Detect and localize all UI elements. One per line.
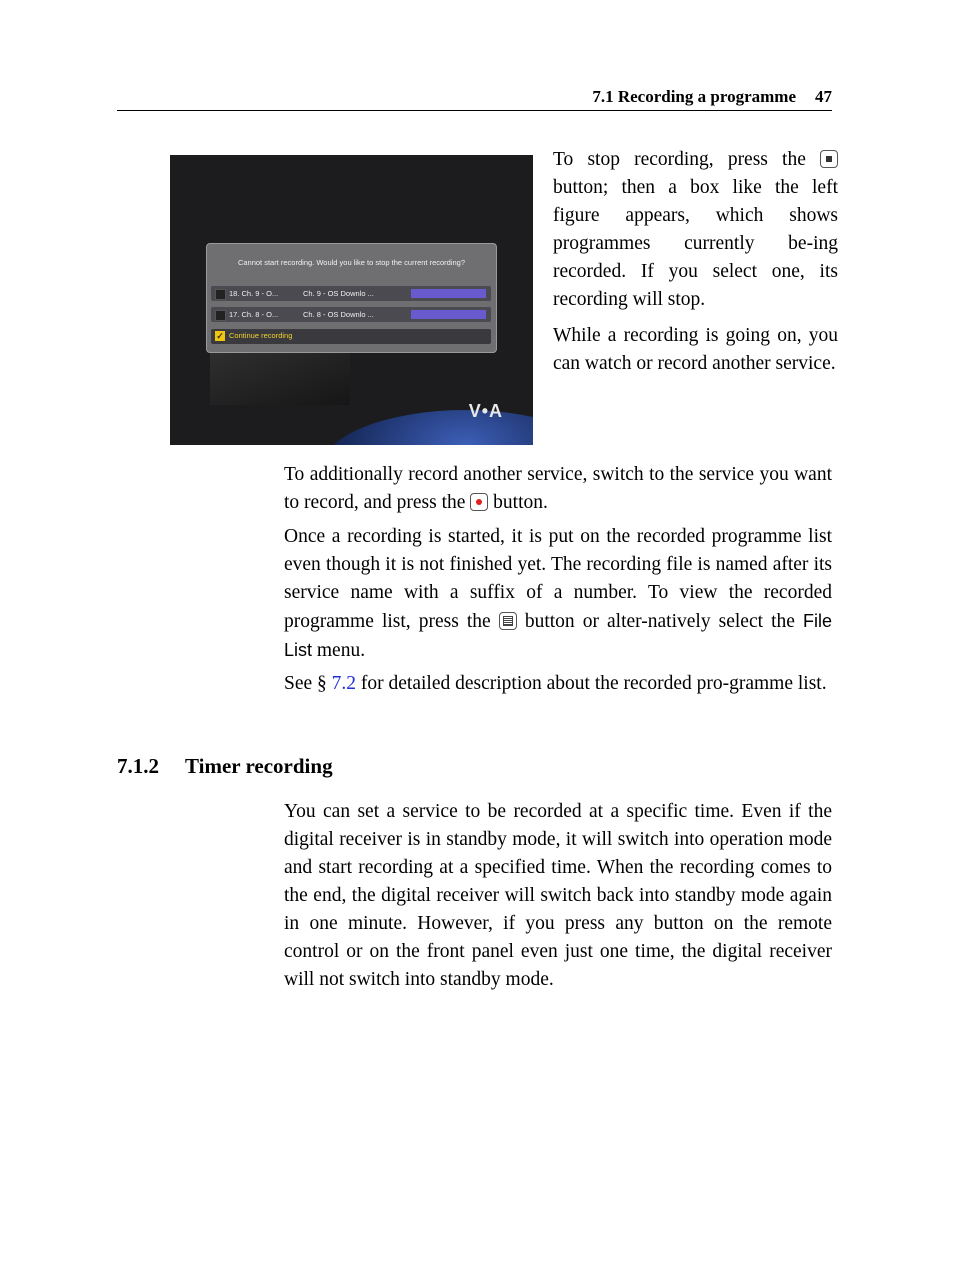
page-number: 47 (815, 87, 832, 106)
text: To additionally record another service, switch to the service you want to record, and press the (284, 464, 832, 513)
section-number: 7.1.2 (117, 754, 159, 778)
section-title: Timer recording (185, 754, 333, 778)
recording-row[interactable] (211, 286, 491, 301)
continue-label: Continue recording (229, 331, 293, 340)
list-button-icon (499, 612, 517, 630)
recording-row[interactable] (211, 307, 491, 322)
program-name: 17. Ch. 8 - O... (229, 310, 279, 319)
record-button-icon (470, 493, 488, 511)
paragraph-timer-recording: You can set a service to be recorded at a specific time. Even if the digital receiver is in standby mode, it will switch into operation mode and start recording at a specified time. When the recording comes to the end, the digital receiver will switch back into standby mode again in one minute. However, if you press any button on the remote control or on the front panel even just one time, the digital receiver will not switch into standby mode. (284, 801, 832, 990)
service-name: Ch. 9 - OS Downlo ... (303, 289, 374, 298)
checkbox-icon[interactable] (215, 310, 226, 321)
program-name: 18. Ch. 9 - O... (229, 289, 279, 298)
stop-button-icon (820, 150, 838, 168)
text: for detailed description about the recorded pro-gramme list. (360, 673, 827, 694)
section-link[interactable]: 7.2 (331, 673, 357, 694)
paragraph-recorded-list (284, 523, 832, 665)
channel-logo: V•A (468, 401, 503, 421)
text: To stop recording, press the (553, 149, 806, 170)
paragraph-while-recording: While a recording is going on, you can watch or record another service. (553, 325, 838, 374)
text: menu. (316, 640, 366, 661)
header-title: 7.1 Recording a programme (592, 87, 796, 106)
recording-screenshot (170, 155, 533, 445)
text: button; then a box like the left figure appears, which shows programmes currently be-ing recorded. If you select one, its recording will stop. (553, 177, 838, 310)
progress-bar (411, 289, 486, 298)
paragraph-see-reference (284, 670, 832, 698)
file-list-menu-name: File List (284, 611, 832, 660)
section-heading (117, 754, 333, 779)
text: See § (284, 673, 327, 694)
checkbox-icon[interactable] (215, 289, 226, 300)
text: Once a recording is started, it is put on the recorded programme list even though it is not finished yet. The recording file is named after its service name with a suffix of a number. To view the recorded programme list, press the (284, 526, 832, 632)
running-header (117, 86, 832, 111)
stop-recording-dialog (206, 243, 497, 353)
checked-checkbox-icon[interactable]: ✓ (216, 331, 224, 341)
text: button or alter-natively select the (524, 611, 795, 632)
paragraph-additional-record (284, 461, 832, 517)
paragraph-stop-recording (553, 146, 838, 314)
service-name: Ch. 8 - OS Downlo ... (303, 310, 374, 319)
dialog-message: Cannot start recording. Would you like to stop the current recording? (237, 258, 466, 267)
text: button. (493, 492, 548, 513)
progress-bar (411, 310, 486, 319)
continue-recording-option[interactable] (211, 329, 491, 344)
